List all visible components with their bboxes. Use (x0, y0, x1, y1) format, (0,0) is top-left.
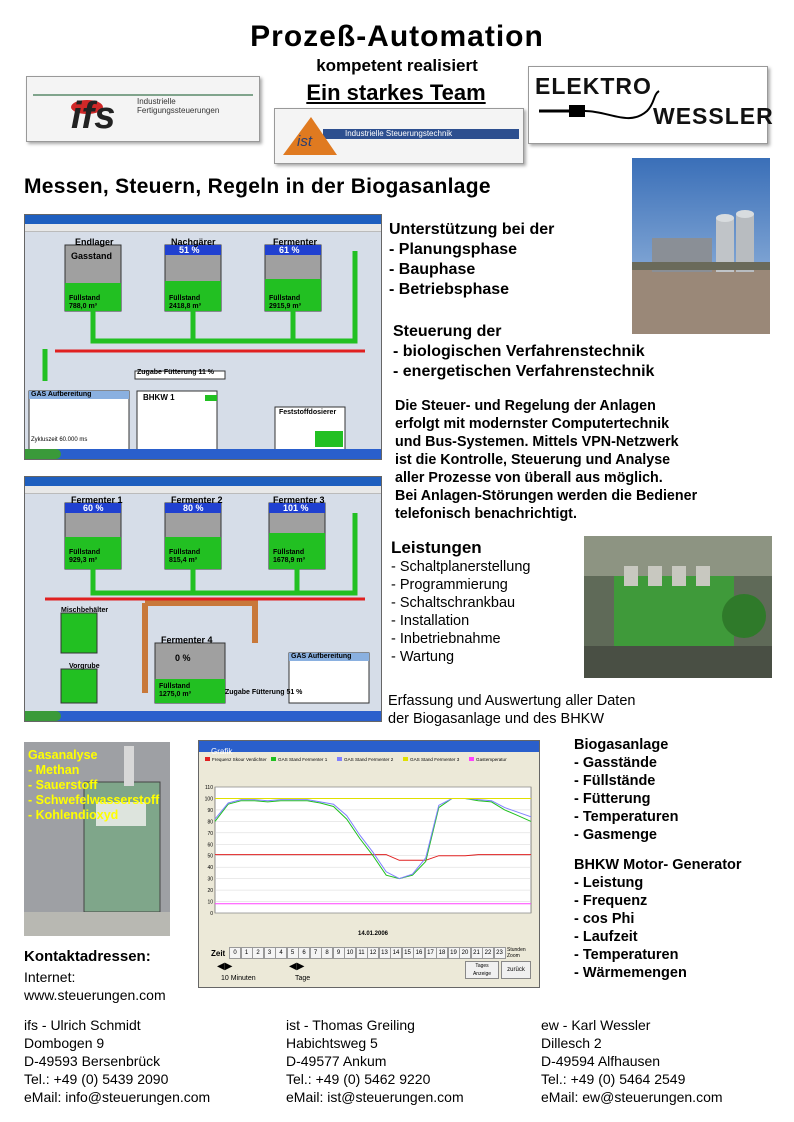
bhkw-item: - Laufzeit (574, 929, 638, 945)
biogas-item: - Temperaturen (574, 809, 679, 825)
description-line: erfolgt mit modernster Computertechnik (395, 416, 670, 432)
description-line: Bei Anlagen-Störungen werden die Bediener (395, 488, 698, 504)
prev-minutes-icon[interactable]: ◀▶ (217, 961, 233, 972)
hour-button[interactable]: 3 (264, 947, 276, 959)
small-tank-mischbehaelter: Mischbehälter (61, 607, 109, 614)
contact-street: Habichtsweg 5 (286, 1035, 378, 1051)
data-collection-text (388, 692, 635, 728)
taskbar (25, 449, 381, 459)
biogas-item: - Gasmenge (574, 827, 657, 843)
small-tank-vorgrube: Vorgrube (69, 663, 100, 670)
engine-image (584, 536, 772, 678)
gasanalyse-item: - Methan (28, 763, 80, 777)
hour-button[interactable]: 1 (241, 947, 253, 959)
support-item: - Bauphase (389, 261, 476, 278)
contact-name: ifs - Ulrich Schmidt (24, 1017, 141, 1033)
tank-gas-nachgaerer: 51 % (179, 245, 200, 255)
tank-gas-fermenter-2: 80 % (183, 503, 204, 513)
panel-feststoffdosierer: Feststoffdosierer (279, 409, 337, 416)
legend-entry: GAS Stand Fermenter 1 (278, 757, 328, 762)
plot-area (215, 787, 531, 913)
legend-swatch (337, 757, 342, 761)
contact-ew (541, 1016, 723, 1106)
y-tick-label: 0 (210, 911, 213, 917)
bhkw-item: - cos Phi (574, 911, 635, 927)
hour-button[interactable]: 10 (344, 947, 356, 959)
description-line: Die Steuer- und Regelung der Anlagen (395, 398, 656, 414)
scada-screenshot-1 (24, 214, 382, 460)
hour-button[interactable]: 6 (298, 947, 310, 959)
tank-level-fermenter-4: Füllstand 1275,0 m³ (159, 683, 191, 698)
service-item: - Schaltplanerstellung (391, 559, 531, 575)
gasanalyse-item: - Schwefelwasserstoff (28, 793, 160, 807)
biogas-item: - Füllstände (574, 773, 656, 789)
window-titlebar (25, 215, 381, 224)
support-block (389, 220, 554, 300)
tank-label-fermenter: Fermenter (273, 237, 318, 247)
control-item: - biologischen Verfahrenstechnik (393, 343, 645, 360)
chart-title: Grafik (211, 747, 233, 756)
panel-gas-aufbereitung: GAS Aufbereitung (31, 391, 92, 398)
photo-biogas-plant (632, 158, 770, 334)
ifs-logo-tagline: Industrielle Fertigungssteuerungen (137, 97, 220, 115)
ist-logo-tagline: Industrielle Steuerungstechnik (345, 129, 453, 138)
tank-label-fermenter-2: Fermenter 2 (171, 495, 223, 505)
process-diagram (25, 231, 381, 460)
chart-date: 14.01.2006 (357, 931, 389, 937)
hour-button[interactable]: 2 (252, 947, 264, 959)
prev-days-icon[interactable]: ◀▶ (289, 961, 305, 972)
ifs-logo-text: ifs (71, 95, 116, 137)
wessler-text: WESSLER (653, 103, 774, 129)
ifs-logo (26, 76, 260, 142)
hour-zoom-label: Stunden Zoom (507, 947, 526, 959)
legend-swatch (469, 757, 474, 761)
control-block (393, 322, 654, 382)
legend-entry: GAS Stand Fermenter 3 (410, 757, 460, 762)
legend-swatch (271, 757, 276, 761)
support-item: - Betriebsphase (389, 281, 510, 298)
bhkw-title: BHKW Motor- Generator (574, 857, 742, 873)
internet-link[interactable]: www.steuerungen.com (24, 987, 166, 1003)
tank-label-fermenter-1: Fermenter 1 (71, 495, 123, 505)
chart-titlebar (199, 741, 539, 756)
gasanalyse-item: - Kohlendioxyd (28, 808, 119, 822)
chart-controls (203, 947, 535, 985)
tank-label-nachgaerer: Nachgärer (171, 237, 216, 247)
wessler-logo (528, 66, 774, 144)
contact-email[interactable]: eMail: ew@steuerungen.com (541, 1089, 723, 1105)
subtitle-team: Ein starkes Team (306, 80, 486, 105)
data-collection-line: der Biogasanlage und des BHKW (388, 711, 605, 727)
description-line: telefonisch benachrichtigt. (395, 506, 577, 522)
gasanalyse-list (28, 748, 159, 823)
chart-window (198, 740, 540, 988)
tank-gas-fermenter-3: 101 % (283, 503, 309, 513)
tank-level-fermenter-1: Füllstand 929,3 m³ (69, 549, 101, 564)
hour-button[interactable]: 16 (413, 947, 425, 959)
tank-gas-fermenter-4: 0 % (175, 653, 191, 663)
contact-city: D-49594 Alfhausen (541, 1053, 661, 1069)
legend-swatch (403, 757, 408, 761)
back-button[interactable]: zurück (501, 961, 531, 979)
contact-name: ist - Thomas Greiling (286, 1017, 415, 1033)
contact-tel: Tel.: +49 (0) 5464 2549 (541, 1071, 686, 1087)
support-item: - Planungsphase (389, 241, 518, 258)
tank-level-endlager: Füllstand 788,0 m³ (69, 295, 101, 310)
y-tick-label: 30 (207, 876, 213, 883)
bhkw-item: - Wärmemengen (574, 965, 687, 981)
zeit-label: Zeit (211, 949, 226, 958)
tank-gas-endlager: Gasstand (71, 251, 113, 261)
hour-button[interactable]: 19 (448, 947, 460, 959)
service-item: - Inbetriebnahme (391, 631, 501, 647)
line-chart (199, 753, 539, 949)
hour-button[interactable]: 17 (425, 947, 437, 959)
tank-label-endlager: Endlager (75, 237, 114, 247)
start-button[interactable] (25, 711, 61, 721)
biogas-item: - Gasstände (574, 755, 657, 771)
tank-label-fermenter-4: Fermenter 4 (161, 635, 213, 645)
hour-button[interactable]: 12 (367, 947, 379, 959)
hour-button[interactable]: 5 (287, 947, 299, 959)
hour-button[interactable]: 18 (436, 947, 448, 959)
photo-bhkw-engine (584, 536, 772, 678)
legend-entry: Frequenz Skour Verdichter (212, 757, 267, 762)
gasanalyse-title: Gasanalyse (28, 748, 98, 762)
ist-logo (274, 108, 524, 164)
minutes-label: 10 Minuten (221, 975, 256, 982)
window-titlebar (25, 477, 381, 486)
contact-city: D-49577 Ankum (286, 1053, 387, 1069)
biogas-plant-image (632, 158, 770, 334)
legend-entry: Gastemperatur (476, 757, 507, 762)
subtitle-competent: kompetent realisiert (316, 56, 478, 75)
contact-email[interactable]: eMail: ist@steuerungen.com (286, 1089, 464, 1105)
legend-entry: GAS Stand Fermenter 2 (344, 757, 394, 762)
page-title: Prozeß-Automation (250, 20, 544, 53)
description-line: aller Prozesse von überall aus möglich. (395, 470, 663, 486)
service-item: - Programmierung (391, 577, 508, 593)
hour-button[interactable]: 13 (379, 947, 391, 959)
services-list (391, 558, 530, 666)
hour-button[interactable]: 22 (482, 947, 494, 959)
biogas-title: Biogasanlage (574, 737, 669, 753)
contact-street: Dillesch 2 (541, 1035, 602, 1051)
support-title: Unterstützung bei der (389, 221, 555, 238)
legend-swatch (205, 757, 210, 761)
panel-gas-aufbereitung-2: GAS Aufbereitung (291, 653, 352, 660)
description-line: und Bus-Systemen. Mittels VPN-Netzwerk (395, 434, 679, 450)
contact-title: Kontaktadressen: (24, 948, 151, 965)
hour-button[interactable]: 4 (275, 947, 287, 959)
tank-level-fermenter-2: Füllstand 815,4 m³ (169, 549, 201, 564)
y-tick-label: 60 (207, 842, 213, 849)
day-view-button[interactable]: Tages Anzeige (465, 961, 499, 979)
bhkw-list (574, 856, 742, 982)
bhkw-item: - Frequenz (574, 893, 648, 909)
y-tick-label: 40 (207, 865, 213, 872)
y-tick-label: 70 (207, 830, 213, 837)
biogas-item: - Fütterung (574, 791, 651, 807)
control-item: - energetischen Verfahrenstechnik (393, 363, 655, 380)
contact-tel: Tel.: +49 (0) 5439 2090 (24, 1071, 169, 1087)
y-tick-label: 50 (207, 853, 213, 860)
start-button[interactable] (25, 449, 61, 459)
bhkw-item: - Leistung (574, 875, 644, 891)
photo-gasanalyse (24, 742, 170, 936)
contact-ifs (24, 1016, 210, 1106)
contact-ist (286, 1016, 464, 1106)
taskbar (25, 711, 381, 721)
contact-email[interactable]: eMail: info@steuerungen.com (24, 1089, 211, 1105)
scada-screenshot-2 (24, 476, 382, 722)
service-item: - Installation (391, 613, 470, 629)
contact-city: D-49593 Bersenbrück (24, 1053, 161, 1069)
description-line: ist die Kontrolle, Steuerung und Analyse (395, 452, 671, 468)
tank-level-fermenter: Füllstand 2915,9 m³ (269, 295, 301, 310)
days-label: Tage (295, 975, 311, 982)
y-tick-label: 80 (207, 819, 213, 826)
tank-level-fermenter-3: Füllstand 1678,9 m³ (273, 549, 305, 564)
hour-button[interactable]: 20 (459, 947, 471, 959)
tank-gas-fermenter: 61 % (279, 245, 300, 255)
y-tick-label: 10 (207, 899, 213, 906)
gasanalyse-item: - Sauerstoff (28, 778, 98, 792)
contact-name: ew - Karl Wessler (541, 1017, 651, 1033)
hour-button[interactable]: 21 (471, 947, 483, 959)
y-tick-label: 20 (207, 888, 213, 895)
service-item: - Schaltschrankbau (391, 595, 516, 611)
hour-button[interactable]: 0 (229, 947, 241, 959)
cycle-time: Zykluszeit 60.000 ms (31, 437, 88, 443)
ist-logo-text: ist (297, 133, 312, 150)
services-title: Leistungen (391, 538, 482, 557)
tank-gas-fermenter-1: 60 % (83, 503, 104, 513)
feed-label-2: Zugabe Fütterung 51 % (225, 689, 303, 696)
feed-label: Zugabe Fütterung 11 % (137, 369, 215, 376)
internet-label: Internet: (24, 969, 76, 985)
service-item: - Wartung (391, 649, 455, 665)
bhkw-item: - Temperaturen (574, 947, 679, 963)
hour-button[interactable]: 8 (321, 947, 333, 959)
hour-button[interactable]: 9 (333, 947, 345, 959)
y-tick-label: 110 (205, 785, 213, 791)
panel-bhkw: BHKW 1 (143, 393, 175, 402)
description-paragraph (395, 397, 697, 523)
control-title: Steuerung der (393, 323, 502, 340)
hour-button[interactable]: 23 (494, 947, 506, 959)
tank-label-fermenter-3: Fermenter 3 (273, 495, 325, 505)
tank-level-nachgaerer: Füllstand 2418,8 m³ (169, 295, 201, 310)
biogas-list (574, 736, 678, 844)
y-tick-label: 90 (207, 807, 213, 814)
elektro-text: ELEKTRO (535, 73, 652, 99)
y-tick-label: 100 (204, 796, 213, 803)
contact-tel: Tel.: +49 (0) 5462 9220 (286, 1071, 431, 1087)
section-heading: Messen, Steuern, Regeln in der Biogasanlage (24, 175, 491, 198)
hour-button[interactable]: 7 (310, 947, 322, 959)
hour-button[interactable]: 14 (390, 947, 402, 959)
hour-button[interactable]: 11 (356, 947, 368, 959)
data-collection-line: Erfassung und Auswertung aller Daten (388, 693, 636, 709)
hour-button[interactable]: 15 (402, 947, 414, 959)
contact-street: Dombogen 9 (24, 1035, 105, 1051)
